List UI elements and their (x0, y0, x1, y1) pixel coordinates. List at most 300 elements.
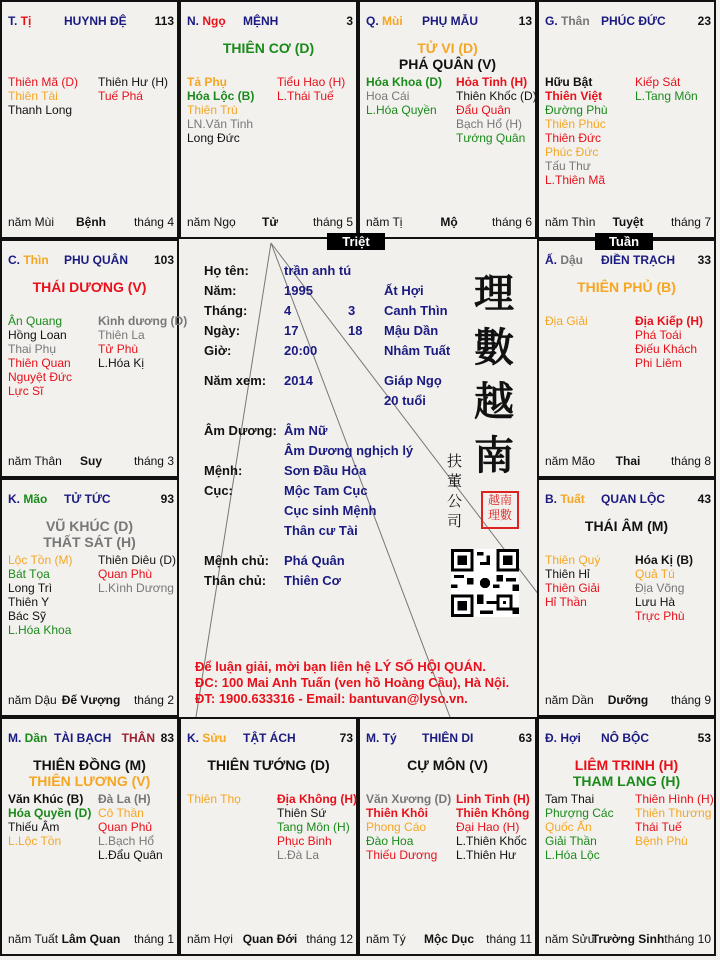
hour-canchi: Nhâm Tuất (384, 343, 451, 358)
minor-star: Thiên Hư (H) (98, 75, 169, 89)
palace-stage: Lâm Quan (61, 932, 121, 946)
palace-stem: N. (187, 14, 199, 28)
palace-hoi (537, 717, 716, 956)
contact-line-1: Để luận giải, mời bạn liên hệ LÝ SỐ HỘI QUÁN. (195, 659, 486, 674)
stars-column-left (545, 314, 588, 328)
hour-value: 20:00 (284, 343, 318, 358)
main-stars (539, 279, 714, 295)
year-label: Năm: (204, 283, 237, 298)
main-stars (360, 757, 535, 773)
stars-column-right (635, 75, 698, 103)
minor-star: Thiên Giải (545, 581, 600, 595)
view-year-canchi: Giáp Ngọ (384, 373, 442, 388)
minor-star: Tuế Phá (98, 89, 143, 103)
minor-star: Thiên Đức (545, 131, 602, 145)
palace-month: tháng 6 (491, 215, 532, 229)
minor-star: L.Tang Môn (635, 89, 698, 103)
main-stars (539, 757, 714, 789)
palace-stem: Ấ. (545, 253, 557, 267)
stars-column-right (456, 792, 530, 862)
minor-star: Thiên Khốc (D) (456, 89, 537, 103)
palace-header (8, 14, 174, 28)
minor-star: Thiếu Âm (8, 820, 60, 834)
minor-star: Thai Phụ (8, 342, 57, 356)
palace-branch: Hợi (557, 731, 581, 745)
palace-footer (545, 215, 711, 229)
month-lunar: 3 (348, 303, 356, 318)
palace-ngo (179, 0, 358, 239)
main-star: LIÊM TRINH (H) (574, 757, 679, 773)
main-star: VŨ KHÚC (D) (45, 518, 134, 534)
minor-star: Giải Thần (545, 834, 597, 848)
palace-footer (545, 693, 711, 707)
palace-footer (8, 215, 174, 229)
small-calligraphy: 扶董公司 (447, 452, 463, 530)
palace-name: PHỤ MẪU (422, 14, 478, 28)
palace-age-number: 113 (154, 14, 174, 28)
contact-phone-email[interactable]: ĐT: 1900.633316 - Email: bantuvan@lyso.vn. (195, 691, 468, 706)
main-stars (181, 757, 356, 773)
minor-star: Hỏa Tinh (H) (456, 75, 528, 89)
minor-star: Quan Phù (98, 567, 153, 581)
minor-star: L.Thiên Khốc (456, 834, 527, 848)
palace-name: QUAN LỘC (601, 492, 665, 506)
palace-dan (0, 717, 179, 956)
palace-age-number: 53 (697, 731, 711, 745)
minor-star: Điếu Khách (635, 342, 698, 356)
amduong-note: Âm Dương nghịch lý (284, 443, 414, 458)
minor-star: L.Hóa Quyền (366, 103, 437, 117)
minor-star: Phá Toái (635, 328, 682, 342)
minor-star: Hoa Cái (366, 89, 410, 103)
palace-age-number: 33 (697, 253, 711, 267)
day-lunar: 18 (348, 323, 363, 338)
palace-header (8, 731, 174, 745)
palace-month: tháng 10 (664, 932, 711, 946)
minor-star: Tử Phù (98, 342, 139, 356)
palace-stem: M. (366, 731, 380, 745)
minor-star: Phượng Các (545, 806, 614, 820)
palace-header (187, 731, 353, 745)
minor-star: Văn Khúc (B) (8, 792, 84, 806)
palace-name: MỆNH (243, 14, 279, 28)
menh-label: Mệnh: (204, 463, 243, 478)
palace-year: năm Mão (545, 454, 596, 468)
palace-age-number: 73 (339, 731, 353, 745)
main-star: THIÊN PHỦ (B) (577, 279, 676, 295)
stars-column-right (456, 75, 537, 145)
minor-star: L.Thiên Mã (545, 173, 606, 187)
palace-footer (545, 454, 711, 468)
minor-star: Hóa Quyền (D) (8, 806, 92, 820)
main-stars (181, 40, 356, 56)
palace-month: tháng 5 (312, 215, 353, 229)
stars-column-right (98, 314, 187, 370)
palace-thin (0, 239, 188, 478)
minor-star: Thiên Tài (8, 89, 58, 103)
main-stars (360, 40, 535, 72)
palace-stem: Q. (366, 14, 379, 28)
minor-star: Lộc Tồn (M) (8, 553, 73, 567)
minor-star: Bác Sỹ (8, 609, 47, 623)
center-info-panel (181, 241, 537, 717)
palace-footer (8, 693, 174, 707)
palace-stage: Tử (261, 215, 279, 229)
minor-star: Phúc Đức (545, 145, 599, 159)
minor-star: Thiên Thương (635, 806, 712, 820)
minor-star: Thiên Hình (H) (635, 792, 714, 806)
minor-star: Long Đức (187, 131, 240, 145)
palace-branch: Sửu (199, 731, 227, 745)
palace-name: ĐIỀN TRẠCH (601, 253, 675, 267)
palace-mao (0, 478, 179, 717)
calligraphy-logo: 理數越南 (474, 270, 514, 479)
minor-star: Thiên Diêu (D) (98, 553, 177, 567)
year-value: 1995 (284, 283, 313, 298)
palace-year: năm Tuất (8, 932, 59, 946)
minor-star: Thiên Việt (545, 89, 603, 103)
stars-column-left (8, 792, 91, 848)
minor-star: Địa Không (H) (277, 792, 357, 806)
stars-column-left (8, 314, 72, 398)
main-star: THIÊN LƯƠNG (V) (28, 773, 151, 789)
stars-column-right (98, 553, 176, 595)
minor-star: Cô Thần (98, 806, 144, 820)
than-chu-label: Thân chủ: (204, 573, 267, 588)
palace-header (545, 492, 711, 506)
minor-star: Địa Kiếp (H) (635, 314, 704, 328)
palace-header (187, 14, 353, 28)
minor-star: Phục Binh (277, 834, 332, 848)
palace-stage: Đế Vượng (61, 693, 121, 707)
main-star: TỬ VI (D) (417, 40, 478, 56)
palace-than (537, 0, 716, 239)
minor-star: Thiên La (98, 328, 145, 342)
minor-star: Quả Tú (635, 567, 675, 581)
palace-age-number: 13 (518, 14, 532, 28)
view-year-value: 2014 (284, 373, 313, 388)
minor-star: Lực Sĩ (8, 384, 44, 398)
minor-star: Hóa Khoa (D) (366, 75, 442, 89)
palace-header (8, 492, 174, 506)
name-label: Họ tên: (204, 263, 249, 278)
main-star: THIÊN CƠ (D) (222, 40, 315, 56)
palace-name: PHÚC ĐỨC (601, 14, 666, 28)
main-star: THAM LANG (H) (572, 773, 681, 789)
palace-header (8, 253, 174, 267)
palace-stage: Quan Đới (242, 932, 298, 946)
stars-column-left (545, 75, 608, 187)
minor-star: L.Hóa Lộc (545, 848, 600, 862)
qr-code[interactable] (451, 549, 519, 617)
cuc-note-1: Cục sinh Mệnh (284, 503, 377, 518)
main-star: THIÊN ĐỒNG (M) (33, 757, 146, 773)
palace-age-number: 43 (697, 492, 711, 506)
palace-age-number: 3 (346, 14, 353, 28)
stars-column-left (366, 75, 442, 117)
palace-year: năm Tị (366, 215, 403, 229)
palace-footer (187, 215, 353, 229)
palace-year: năm Tý (366, 932, 406, 946)
palace-month: tháng 3 (133, 454, 174, 468)
palace-stem: T. (8, 14, 18, 28)
palace-stage: Mộc Dục (423, 932, 474, 946)
palace-year: năm Dậu (8, 693, 57, 707)
triet-tag: Triệt (327, 233, 385, 250)
minor-star: Long Trì (8, 581, 53, 595)
minor-star: Thiên Quý (545, 553, 601, 567)
than-tag: THÂN (121, 731, 155, 745)
cuc-note-2: Thân cư Tài (284, 523, 358, 538)
amduong-value: Âm Nữ (284, 423, 328, 438)
minor-star: Lưu Hà (635, 595, 676, 609)
main-star: PHÁ QUÂN (V) (398, 56, 497, 72)
stars-column-left (366, 792, 451, 862)
palace-month: tháng 11 (486, 932, 532, 946)
minor-star: Hồng Loan (8, 328, 67, 342)
palace-footer (366, 215, 532, 229)
palace-footer (8, 932, 174, 946)
palace-stage: Tuyệt (612, 215, 644, 229)
palace-name: PHU QUÂN (64, 253, 129, 267)
main-star: CỰ MÔN (V) (407, 757, 488, 773)
palace-stem: M. (8, 731, 22, 745)
minor-star: Văn Xương (D) (366, 792, 452, 806)
palace-name: THIÊN DI (422, 731, 474, 745)
minor-star: Hóa Kị (B) (635, 553, 693, 567)
palace-year: năm Hợi (187, 932, 233, 946)
minor-star: L.Lộc Tồn (8, 834, 62, 848)
minor-star: L.Thái Tuế (277, 89, 334, 103)
stars-column-right (635, 314, 703, 370)
main-stars (2, 518, 177, 550)
palace-ty (358, 717, 537, 956)
minor-star: Phi Liêm (635, 356, 682, 370)
palace-branch: Ngọ (199, 14, 226, 28)
minor-star: L.Thiên Hư (456, 848, 517, 862)
name-value: trần anh tú (284, 263, 352, 278)
palace-month: tháng 1 (133, 932, 174, 946)
palace-year: năm Thân (8, 454, 62, 468)
minor-star: Tam Thai (545, 792, 595, 806)
minor-star: Đại Hao (H) (456, 820, 520, 834)
palace-age-number: 83 (160, 731, 174, 745)
main-stars (2, 279, 177, 295)
palace-footer (545, 932, 711, 946)
month-canchi: Canh Thìn (384, 303, 448, 318)
palace-dau (537, 239, 716, 478)
stars-column-right (277, 75, 345, 103)
minor-star: Thiên Phúc (545, 117, 606, 131)
palace-year: năm Mùi (8, 215, 55, 229)
minor-star: Nguyệt Đức (8, 370, 73, 384)
minor-star: L.Hóa Khoa (8, 623, 72, 637)
palace-name: TẬT ÁCH (243, 731, 296, 745)
cuc-label: Cục: (204, 483, 233, 498)
palace-month: tháng 9 (670, 693, 711, 707)
minor-star: L.Đẩu Quân (98, 848, 163, 862)
palace-stem: C. (8, 253, 20, 267)
stars-column-right (98, 792, 163, 862)
palace-month: tháng 8 (670, 454, 711, 468)
palace-stem: Đ. (545, 731, 557, 745)
palace-footer (8, 454, 174, 468)
minor-star: Hỉ Thần (545, 595, 587, 609)
minor-star: Địa Giải (545, 314, 588, 328)
stars-column-left (8, 75, 78, 117)
palace-name: TÀI BẠCH (54, 731, 112, 745)
month-solar: 4 (284, 303, 292, 318)
palace-name: NÔ BỘC (601, 731, 649, 745)
palace-mui (358, 0, 537, 239)
palace-footer (366, 932, 532, 946)
palace-stem: B. (545, 492, 557, 506)
stars-column-left (8, 553, 72, 637)
tuan-tag: Tuần (595, 233, 653, 250)
stars-column-right (277, 792, 357, 862)
minor-star: Địa Võng (635, 581, 685, 595)
main-star: THIÊN TƯỚNG (D) (207, 757, 330, 773)
minor-star: Thiên Sứ (277, 806, 327, 820)
minor-star: Kiếp Sát (635, 75, 681, 89)
palace-tuat (537, 478, 716, 717)
minor-star: Quốc Ấn (545, 820, 592, 834)
palace-branch: Tuất (557, 492, 585, 506)
minor-star: Thiên Không (456, 806, 530, 820)
year-canchi: Ất Hợi (384, 283, 424, 298)
minor-star: Kình dương (D) (98, 314, 188, 328)
palace-footer (187, 932, 353, 946)
palace-stage: Mộ (440, 215, 458, 229)
main-stars (2, 757, 177, 789)
minor-star: L.Đà La (277, 848, 320, 862)
main-star: THÁI ÂM (M) (584, 518, 669, 534)
minor-star: Linh Tinh (H) (456, 792, 530, 806)
stars-column-left (187, 75, 254, 145)
palace-month: tháng 4 (133, 215, 174, 229)
palace-stage: Thai (615, 454, 641, 468)
palace-stage: Bệnh (76, 215, 106, 229)
palace-header (366, 14, 532, 28)
palace-branch: Thân (557, 14, 590, 28)
main-stars (539, 518, 714, 534)
palace-stem: K. (8, 492, 20, 506)
palace-stem: G. (545, 14, 558, 28)
stars-column-right (98, 75, 168, 103)
minor-star: Đào Hoa (366, 834, 414, 848)
stars-column-left (187, 792, 241, 806)
month-label: Tháng: (204, 303, 248, 318)
minor-star: Thiên Quan (8, 356, 71, 370)
day-canchi: Mậu Dần (384, 323, 439, 338)
palace-stage: Suy (79, 454, 102, 468)
menh-value: Sơn Đầu Hỏa (284, 463, 367, 478)
palace-year: năm Dần (545, 693, 594, 707)
menh-chu-value: Phá Quân (284, 553, 345, 568)
minor-star: Thiên Khôi (366, 806, 428, 820)
minor-star: Thiên Mã (D) (8, 75, 79, 89)
palace-header (545, 731, 711, 745)
minor-star: Đường Phù (545, 103, 608, 117)
menh-chu-label: Mệnh chủ: (204, 553, 269, 568)
cuc-value: Mộc Tam Cục (284, 483, 368, 498)
minor-star: Thiên Trù (187, 103, 238, 117)
minor-star: Tả Phụ (187, 75, 228, 89)
palace-month: tháng 7 (670, 215, 711, 229)
palace-age-number: 103 (153, 253, 174, 267)
minor-star: Thái Tuế (635, 820, 682, 834)
palace-ti (0, 0, 179, 239)
minor-star: Quan Phủ (98, 820, 153, 834)
main-star: THÁI DƯƠNG (V) (32, 279, 147, 295)
palace-branch: Thìn (20, 253, 49, 267)
age-value: 20 tuổi (384, 393, 426, 408)
palace-header (366, 731, 532, 745)
palace-name: HUYNH ĐỆ (64, 14, 127, 28)
main-star: THẤT SÁT (H) (43, 534, 136, 550)
minor-star: Tướng Quân (456, 131, 526, 145)
palace-suu (179, 717, 358, 956)
palace-age-number: 93 (160, 492, 174, 506)
minor-star: Bệnh Phù (635, 834, 688, 848)
minor-star: L.Bạch Hổ (98, 834, 155, 848)
minor-star: Hóa Lộc (B) (187, 89, 255, 103)
palace-age-number: 23 (697, 14, 711, 28)
palace-header (545, 14, 711, 28)
than-chu-value: Thiên Cơ (284, 573, 341, 588)
minor-star: Trực Phù (635, 609, 685, 623)
minor-star: Thanh Long (8, 103, 73, 117)
amduong-label: Âm Dương: (204, 423, 277, 438)
minor-star: Đẩu Quân (456, 103, 511, 117)
palace-branch: Dần (21, 731, 48, 745)
minor-star: Bạch Hổ (H) (456, 117, 523, 131)
palace-month: tháng 2 (133, 693, 174, 707)
palace-month: tháng 12 (306, 932, 353, 946)
minor-star: Ân Quang (8, 314, 63, 328)
minor-star: Tấu Thư (545, 159, 591, 173)
minor-star: Thiên Y (8, 595, 50, 609)
day-label: Ngày: (204, 323, 241, 338)
minor-star: Phong Cáo (366, 820, 427, 834)
contact-address: ĐC: 100 Mai Anh Tuấn (ven hồ Hoàng Cầu), Hà Nội. (195, 675, 510, 690)
minor-star: Thiếu Dương (366, 848, 438, 862)
palace-branch: Tý (379, 731, 397, 745)
minor-star: Đà La (H) (98, 792, 151, 806)
palace-name: TỬ TỨC (64, 492, 111, 506)
minor-star: Thiên Thọ (187, 792, 241, 806)
palace-stage: Trường Sinh (591, 932, 665, 946)
palace-year: năm Thìn (545, 215, 596, 229)
palace-stem: K. (187, 731, 199, 745)
day-solar: 17 (284, 323, 299, 338)
red-seal: 越南理數 (481, 491, 519, 529)
stars-column-right (635, 792, 714, 848)
minor-star: Tiểu Hao (H) (277, 75, 346, 89)
minor-star: LN.Văn Tinh (187, 117, 254, 131)
palace-year: năm Ngọ (187, 215, 236, 229)
stars-column-left (545, 553, 600, 609)
palace-header (545, 253, 711, 267)
minor-star: Tang Môn (H) (277, 820, 350, 834)
palace-branch: Mão (20, 492, 48, 506)
minor-star: Hữu Bật (545, 75, 593, 89)
palace-year: năm Sửu (545, 932, 595, 946)
minor-star: L.Kình Dương (98, 581, 174, 595)
stars-column-right (635, 553, 693, 623)
stars-column-left (545, 792, 614, 862)
hour-label: Giờ: (204, 343, 232, 358)
